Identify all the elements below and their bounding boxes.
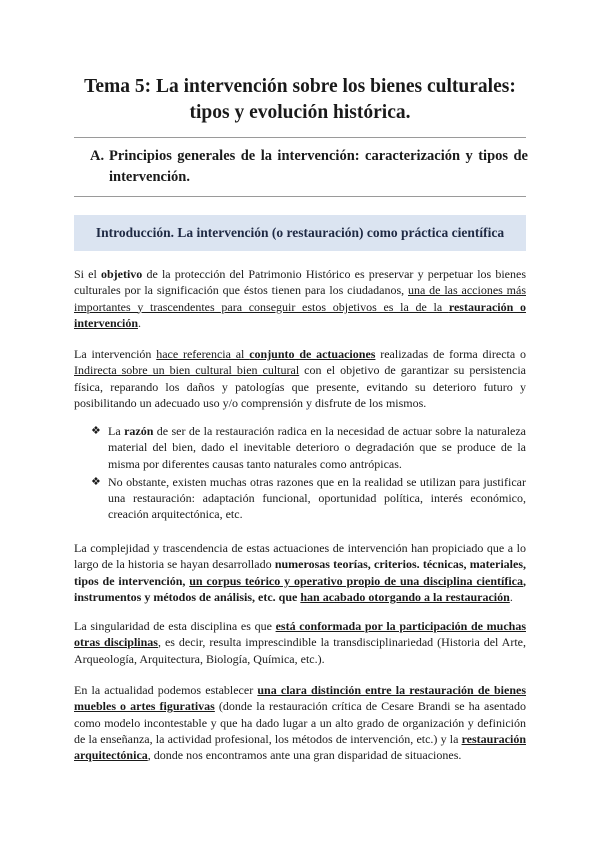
text-run: , donde nos encontramos ante una gran disparidad de situaciones. [147, 748, 462, 763]
paragraph-4 [74, 618, 526, 667]
list-item [88, 474, 526, 523]
bold-run: , instrumentos y métodos de análisis, etc. que [74, 573, 526, 604]
bold-run: objetivo [100, 267, 143, 281]
text-run: La intervención [74, 347, 157, 361]
underlined-run: una de las acciones más importantes y trascendentes para conseguir estos objetivos es la de la [74, 283, 526, 314]
title-line-1: Tema 5: La intervención sobre los bienes culturales: [84, 76, 516, 97]
intro-heading-box [74, 215, 526, 251]
text-run: La [108, 424, 125, 438]
paragraph-5 [74, 682, 526, 763]
text-run: La singularidad de esta disciplina es que [74, 619, 276, 633]
text-run: de ser de la restauración radica en la necesidad de actuar sobre la naturaleza material del bien, dado el inevitable deterioro o degradación que se produce de la misma por diferentes causas tanto naturales como antrópicas. [108, 424, 527, 471]
bold-underlined-run: un corpus teórico y operativo propio de una disciplina científica [189, 573, 523, 588]
bold-run: numerosas teorías, criterios. técnicas, materiales, tipos de intervención, [74, 557, 526, 588]
paragraph-2 [74, 346, 526, 411]
bold-underlined-run: una clara distinción entre la restauración de bienes muebles o artes figurativas [74, 683, 527, 714]
text-run: La complejidad y trascendencia de estas actuaciones de intervención han propiciado que a lo largo de la historia se hayan desarrollado [74, 541, 526, 572]
title-line-2: tipos y evolución histórica. [189, 102, 411, 123]
diamond-bullet-icon: ❖ [91, 425, 101, 437]
bold-underlined-run: está conformada por la participación de muchas otras disciplinas [74, 619, 526, 650]
section-text: Principios generales de la intervención: caracterización y tipos de intervención. [109, 148, 528, 185]
text-run: . [509, 589, 513, 604]
text-run: No obstante, existen muchas otras razones que en la realidad se utilizan para justificar una restauración: adaptación funcional, oportunidad política, interés económico, creación arquitectónica, etc. [108, 474, 526, 522]
page-title [60, 74, 540, 126]
underlined-run: Indirecta sobre un bien cultural bien cultural [74, 363, 300, 378]
underlined-run: hace referencia al [156, 347, 250, 361]
text-run: con el objetivo de garantizar su persistencia física, reparando los daños y patologías que presente, evitando su deterioro futuro y posibilitando un adecuado uso y/o comprensión y disfrute de los mismos. [74, 363, 526, 410]
diamond-bullet-icon: ❖ [91, 475, 101, 488]
text-run: Si el [74, 267, 101, 281]
divider-top [74, 137, 526, 138]
intro-heading: Introducción. La intervención (o restauración) como práctica científica [95, 225, 505, 240]
text-run: realizadas de forma directa o [375, 347, 526, 361]
bullet-list [88, 423, 526, 523]
text-run: . [138, 315, 141, 330]
list-item [88, 423, 526, 472]
text-run: En la actualidad podemos establecer [74, 683, 258, 697]
text-run: , es decir, resulta imprescindible la transdisciplinariedad (Historia del Arte, Arqueología, Arquitectura, Biología, Química, etc.). [74, 635, 527, 666]
bold-underlined-run: conjunto de actuaciones [249, 347, 376, 361]
paragraph-3 [74, 540, 526, 605]
text-run: (donde la restauración crítica de Cesare Brandi se ha asentado como modelo incontestable y que ha dado lugar a un alto grado de organización y definición de la enseñanza, la actividad profesional, los métodos de intervención, etc.) y la [74, 699, 526, 746]
paragraph-1 [74, 266, 526, 331]
text-run: de la protección del Patrimonio Histórico es preservar y perpetuar los bienes culturales por la significación que éstos tienen para los ciudadanos, [74, 267, 526, 298]
bold-underlined-run: restauración o intervención [74, 299, 527, 330]
divider-bottom [74, 196, 526, 197]
bold-underlined-run: han acabado otorgando a la restauración [300, 589, 510, 604]
section-heading [90, 146, 528, 188]
bold-run: razón [124, 424, 154, 438]
section-label: A. [90, 148, 105, 164]
bold-underlined-run: restauración arquitectónica [74, 731, 526, 763]
